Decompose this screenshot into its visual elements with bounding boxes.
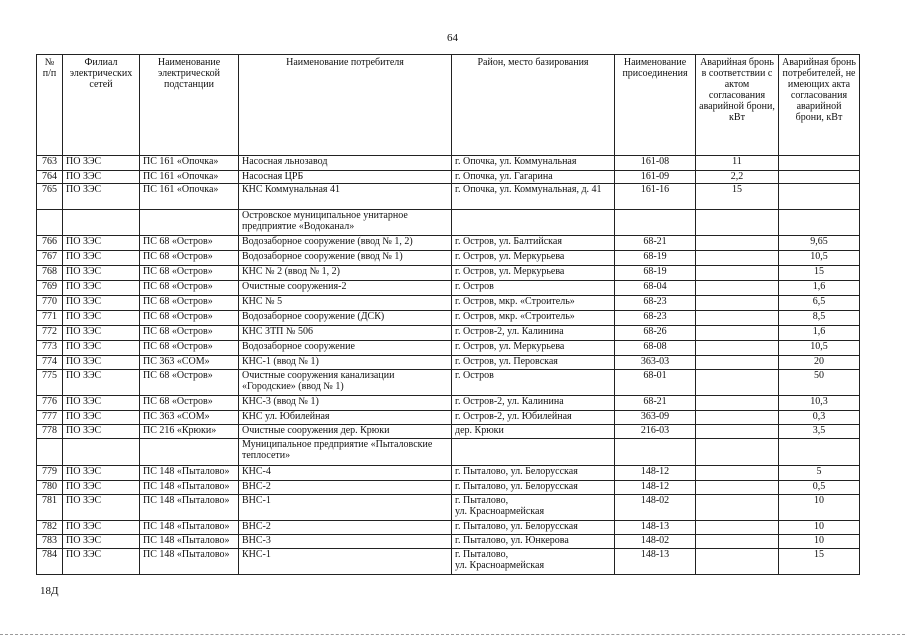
cell-reserve-with-act: 11 bbox=[696, 156, 779, 171]
section-heading-row bbox=[37, 439, 860, 466]
cell-reserve-without-act: 10 bbox=[779, 535, 860, 549]
cell-substation: ПС 68 «Остров» bbox=[140, 236, 239, 251]
table-row bbox=[37, 535, 860, 549]
cell-reserve-with-act bbox=[696, 425, 779, 439]
emergency-reserve-table bbox=[36, 54, 860, 575]
cell-reserve-with-act bbox=[696, 521, 779, 535]
table-row bbox=[37, 466, 860, 481]
table-row bbox=[37, 341, 860, 356]
cell-connection: 68-21 bbox=[615, 396, 696, 411]
cell-reserve-without-act: 10,3 bbox=[779, 396, 860, 411]
cell-reserve-with-act: 2,2 bbox=[696, 171, 779, 184]
cell-connection: 68-08 bbox=[615, 341, 696, 356]
header-substation: Наименование электрической подстанции bbox=[140, 55, 239, 156]
cell-row-number: 767 bbox=[37, 251, 63, 266]
cell-location: г. Остров, ул. Меркурьева bbox=[452, 251, 615, 266]
cell-consumer: Водозаборное сооружение (ввод № 1, 2) bbox=[239, 236, 452, 251]
table-row bbox=[37, 236, 860, 251]
cell-substation: ПС 148 «Пыталово» bbox=[140, 521, 239, 535]
page-number: 64 bbox=[447, 32, 458, 44]
cell-reserve-with-act bbox=[696, 370, 779, 396]
header-number: № п/п bbox=[37, 55, 63, 156]
cell-branch: ПО ЗЭС bbox=[63, 396, 140, 411]
cell-connection: 161-16 bbox=[615, 184, 696, 210]
cell-branch: ПО ЗЭС bbox=[63, 156, 140, 171]
cell-location: г. Пыталово, ул. Красноармейская bbox=[452, 495, 615, 521]
cell-reserve-without-act: 1,6 bbox=[779, 281, 860, 296]
table-body bbox=[37, 156, 860, 575]
cell-branch: ПО ЗЭС bbox=[63, 495, 140, 521]
cell-location: г. Пыталово, ул. Белорусская bbox=[452, 521, 615, 535]
table-row bbox=[37, 396, 860, 411]
cell-row-number: 783 bbox=[37, 535, 63, 549]
cell-reserve-without-act: 50 bbox=[779, 370, 860, 396]
empty-cell bbox=[140, 439, 239, 466]
cell-reserve-without-act bbox=[779, 184, 860, 210]
cell-row-number: 770 bbox=[37, 296, 63, 311]
cell-reserve-with-act bbox=[696, 396, 779, 411]
table-row bbox=[37, 171, 860, 184]
cell-branch: ПО ЗЭС bbox=[63, 341, 140, 356]
cell-substation: ПС 148 «Пыталово» bbox=[140, 466, 239, 481]
cell-consumer: КНС-3 (ввод № 1) bbox=[239, 396, 452, 411]
cell-reserve-without-act bbox=[779, 156, 860, 171]
cell-location: г. Опочка, ул. Коммунальная bbox=[452, 156, 615, 171]
cell-substation: ПС 68 «Остров» bbox=[140, 370, 239, 396]
cell-location: г. Остров-2, ул. Юбилейная bbox=[452, 411, 615, 425]
cell-substation: ПС 68 «Остров» bbox=[140, 296, 239, 311]
cell-reserve-without-act: 3,5 bbox=[779, 425, 860, 439]
cell-consumer: КНС ЗТП № 506 bbox=[239, 326, 452, 341]
cell-reserve-without-act: 10 bbox=[779, 495, 860, 521]
cell-connection: 148-13 bbox=[615, 549, 696, 575]
empty-cell bbox=[37, 439, 63, 466]
empty-cell bbox=[37, 210, 63, 236]
cell-connection: 68-04 bbox=[615, 281, 696, 296]
cell-consumer: ВНС-2 bbox=[239, 521, 452, 535]
cell-branch: ПО ЗЭС bbox=[63, 356, 140, 370]
cell-row-number: 778 bbox=[37, 425, 63, 439]
cell-connection: 148-02 bbox=[615, 495, 696, 521]
cell-reserve-with-act: 15 bbox=[696, 184, 779, 210]
table-header-row bbox=[37, 55, 860, 156]
cell-branch: ПО ЗЭС bbox=[63, 370, 140, 396]
empty-cell bbox=[452, 439, 615, 466]
table-row bbox=[37, 356, 860, 370]
cell-substation: ПС 148 «Пыталово» bbox=[140, 481, 239, 495]
cell-branch: ПО ЗЭС bbox=[63, 266, 140, 281]
empty-cell bbox=[63, 439, 140, 466]
cell-substation: ПС 161 «Опочка» bbox=[140, 184, 239, 210]
cell-substation: ПС 216 «Крюки» bbox=[140, 425, 239, 439]
cell-reserve-without-act: 10,5 bbox=[779, 251, 860, 266]
cell-reserve-without-act: 1,6 bbox=[779, 326, 860, 341]
cell-consumer: КНС № 5 bbox=[239, 296, 452, 311]
cell-reserve-with-act bbox=[696, 251, 779, 266]
cell-location: г. Опочка, ул. Коммунальная, д. 41 bbox=[452, 184, 615, 210]
cell-branch: ПО ЗЭС bbox=[63, 171, 140, 184]
cell-consumer: КНС-1 (ввод № 1) bbox=[239, 356, 452, 370]
header-reserve-with-act: Аварийная бронь в соответствии с актом согласования аварийной брони, кВт bbox=[696, 55, 779, 156]
cell-branch: ПО ЗЭС bbox=[63, 296, 140, 311]
cell-location: г. Остров, ул. Перовская bbox=[452, 356, 615, 370]
scan-edge-line bbox=[0, 634, 905, 636]
table-row bbox=[37, 296, 860, 311]
cell-branch: ПО ЗЭС bbox=[63, 466, 140, 481]
cell-consumer: КНС-1 bbox=[239, 549, 452, 575]
cell-branch: ПО ЗЭС bbox=[63, 184, 140, 210]
cell-row-number: 766 bbox=[37, 236, 63, 251]
cell-consumer: Водозаборное сооружение (ввод № 1) bbox=[239, 251, 452, 266]
cell-location: г. Остров bbox=[452, 370, 615, 396]
table-row bbox=[37, 370, 860, 396]
cell-substation: ПС 148 «Пыталово» bbox=[140, 549, 239, 575]
cell-reserve-with-act bbox=[696, 266, 779, 281]
header-connection: Наименование присоединения bbox=[615, 55, 696, 156]
cell-consumer: Водозаборное сооружение (ДСК) bbox=[239, 311, 452, 326]
cell-location: г. Остров, мкр. «Строитель» bbox=[452, 296, 615, 311]
cell-substation: ПС 68 «Остров» bbox=[140, 341, 239, 356]
cell-reserve-with-act bbox=[696, 341, 779, 356]
cell-consumer: ВНС-2 bbox=[239, 481, 452, 495]
cell-reserve-without-act: 15 bbox=[779, 549, 860, 575]
cell-row-number: 773 bbox=[37, 341, 63, 356]
cell-reserve-with-act bbox=[696, 236, 779, 251]
table-row bbox=[37, 495, 860, 521]
cell-connection: 68-23 bbox=[615, 296, 696, 311]
cell-row-number: 779 bbox=[37, 466, 63, 481]
empty-cell bbox=[696, 210, 779, 236]
cell-consumer: КНС № 2 (ввод № 1, 2) bbox=[239, 266, 452, 281]
cell-connection: 148-12 bbox=[615, 466, 696, 481]
cell-location: г. Пыталово, ул. Юнкерова bbox=[452, 535, 615, 549]
cell-substation: ПС 68 «Остров» bbox=[140, 311, 239, 326]
cell-reserve-with-act bbox=[696, 296, 779, 311]
cell-connection: 161-09 bbox=[615, 171, 696, 184]
cell-branch: ПО ЗЭС bbox=[63, 326, 140, 341]
cell-location: г. Остров, мкр. «Строитель» bbox=[452, 311, 615, 326]
cell-consumer: Насосная ЦРБ bbox=[239, 171, 452, 184]
cell-substation: ПС 148 «Пыталово» bbox=[140, 495, 239, 521]
table-row bbox=[37, 481, 860, 495]
cell-location: дер. Крюки bbox=[452, 425, 615, 439]
cell-substation: ПС 68 «Остров» bbox=[140, 396, 239, 411]
cell-row-number: 765 bbox=[37, 184, 63, 210]
cell-reserve-with-act bbox=[696, 535, 779, 549]
cell-connection: 148-12 bbox=[615, 481, 696, 495]
table-row bbox=[37, 266, 860, 281]
cell-reserve-with-act bbox=[696, 281, 779, 296]
cell-consumer: КНС ул. Юбилейная bbox=[239, 411, 452, 425]
empty-cell bbox=[696, 439, 779, 466]
cell-substation: ПС 161 «Опочка» bbox=[140, 156, 239, 171]
table-row bbox=[37, 311, 860, 326]
table-row bbox=[37, 549, 860, 575]
cell-consumer: Очистные сооружения канализации «Городские» (ввод № 1) bbox=[239, 370, 452, 396]
cell-connection: 68-26 bbox=[615, 326, 696, 341]
cell-reserve-without-act: 6,5 bbox=[779, 296, 860, 311]
cell-consumer: Очистные сооружения-2 bbox=[239, 281, 452, 296]
empty-cell bbox=[779, 439, 860, 466]
cell-reserve-without-act: 10 bbox=[779, 521, 860, 535]
cell-location: г. Остров, ул. Балтийская bbox=[452, 236, 615, 251]
table-row bbox=[37, 251, 860, 266]
empty-cell bbox=[452, 210, 615, 236]
cell-consumer: ВНС-1 bbox=[239, 495, 452, 521]
cell-branch: ПО ЗЭС bbox=[63, 521, 140, 535]
cell-consumer: ВНС-3 bbox=[239, 535, 452, 549]
cell-reserve-without-act: 10,5 bbox=[779, 341, 860, 356]
table-row bbox=[37, 184, 860, 210]
table-row bbox=[37, 281, 860, 296]
cell-reserve-without-act: 20 bbox=[779, 356, 860, 370]
cell-consumer: Водозаборное сооружение bbox=[239, 341, 452, 356]
cell-location: г. Остров-2, ул. Калинина bbox=[452, 326, 615, 341]
table-row bbox=[37, 156, 860, 171]
cell-location: г. Остров bbox=[452, 281, 615, 296]
cell-substation: ПС 363 «СОМ» bbox=[140, 411, 239, 425]
cell-substation: ПС 363 «СОМ» bbox=[140, 356, 239, 370]
cell-reserve-without-act: 0,5 bbox=[779, 481, 860, 495]
cell-connection: 363-03 bbox=[615, 356, 696, 370]
cell-row-number: 772 bbox=[37, 326, 63, 341]
empty-cell bbox=[615, 439, 696, 466]
cell-row-number: 784 bbox=[37, 549, 63, 575]
cell-reserve-with-act bbox=[696, 311, 779, 326]
cell-consumer: Очистные сооружения дер. Крюки bbox=[239, 425, 452, 439]
cell-reserve-without-act: 5 bbox=[779, 466, 860, 481]
cell-location: г. Остров, ул. Меркурьева bbox=[452, 341, 615, 356]
cell-consumer: Насосная льнозавод bbox=[239, 156, 452, 171]
cell-connection: 161-08 bbox=[615, 156, 696, 171]
header-consumer: Наименование потребителя bbox=[239, 55, 452, 156]
cell-connection: 363-09 bbox=[615, 411, 696, 425]
cell-row-number: 780 bbox=[37, 481, 63, 495]
cell-branch: ПО ЗЭС bbox=[63, 311, 140, 326]
cell-row-number: 771 bbox=[37, 311, 63, 326]
cell-reserve-without-act: 0,3 bbox=[779, 411, 860, 425]
cell-substation: ПС 68 «Остров» bbox=[140, 251, 239, 266]
cell-substation: ПС 68 «Остров» bbox=[140, 266, 239, 281]
cell-branch: ПО ЗЭС bbox=[63, 425, 140, 439]
document-code: 18Д bbox=[40, 585, 59, 597]
cell-branch: ПО ЗЭС bbox=[63, 481, 140, 495]
cell-reserve-with-act bbox=[696, 466, 779, 481]
cell-row-number: 775 bbox=[37, 370, 63, 396]
cell-row-number: 776 bbox=[37, 396, 63, 411]
cell-connection: 216-03 bbox=[615, 425, 696, 439]
cell-branch: ПО ЗЭС bbox=[63, 236, 140, 251]
cell-location: г. Пыталово, ул. Белорусская bbox=[452, 481, 615, 495]
cell-substation: ПС 68 «Остров» bbox=[140, 281, 239, 296]
cell-connection: 68-19 bbox=[615, 251, 696, 266]
cell-connection: 68-01 bbox=[615, 370, 696, 396]
cell-branch: ПО ЗЭС bbox=[63, 281, 140, 296]
section-heading-row bbox=[37, 210, 860, 236]
table-row bbox=[37, 521, 860, 535]
cell-row-number: 777 bbox=[37, 411, 63, 425]
cell-substation: ПС 68 «Остров» bbox=[140, 326, 239, 341]
empty-cell bbox=[63, 210, 140, 236]
cell-row-number: 774 bbox=[37, 356, 63, 370]
table-row bbox=[37, 411, 860, 425]
empty-cell bbox=[615, 210, 696, 236]
cell-row-number: 769 bbox=[37, 281, 63, 296]
header-branch: Филиал электрических сетей bbox=[63, 55, 140, 156]
cell-location: г. Пыталово, ул. Красноармейская bbox=[452, 549, 615, 575]
cell-reserve-with-act bbox=[696, 549, 779, 575]
cell-row-number: 782 bbox=[37, 521, 63, 535]
cell-connection: 148-13 bbox=[615, 521, 696, 535]
section-title: Островское муниципальное унитарное предприятие «Водоканал» bbox=[239, 210, 452, 236]
table-row bbox=[37, 425, 860, 439]
cell-substation: ПС 148 «Пыталово» bbox=[140, 535, 239, 549]
cell-connection: 68-19 bbox=[615, 266, 696, 281]
cell-branch: ПО ЗЭС bbox=[63, 549, 140, 575]
cell-location: г. Опочка, ул. Гагарина bbox=[452, 171, 615, 184]
cell-reserve-with-act bbox=[696, 411, 779, 425]
cell-row-number: 763 bbox=[37, 156, 63, 171]
cell-reserve-with-act bbox=[696, 356, 779, 370]
cell-branch: ПО ЗЭС bbox=[63, 411, 140, 425]
cell-reserve-without-act bbox=[779, 171, 860, 184]
cell-row-number: 764 bbox=[37, 171, 63, 184]
header-location: Район, место базирования bbox=[452, 55, 615, 156]
cell-reserve-without-act: 8,5 bbox=[779, 311, 860, 326]
cell-connection: 148-02 bbox=[615, 535, 696, 549]
section-title: Муниципальное предприятие «Пыталовские теплосети» bbox=[239, 439, 452, 466]
table-row bbox=[37, 326, 860, 341]
header-reserve-without-act: Аварийная бронь потребителей, не имеющих акта согласования аварийной брони, кВт bbox=[779, 55, 860, 156]
cell-location: г. Остров-2, ул. Калинина bbox=[452, 396, 615, 411]
cell-branch: ПО ЗЭС bbox=[63, 535, 140, 549]
cell-substation: ПС 161 «Опочка» bbox=[140, 171, 239, 184]
empty-cell bbox=[779, 210, 860, 236]
cell-location: г. Пыталово, ул. Белорусская bbox=[452, 466, 615, 481]
cell-consumer: КНС-4 bbox=[239, 466, 452, 481]
cell-reserve-without-act: 9,65 bbox=[779, 236, 860, 251]
cell-location: г. Остров, ул. Меркурьева bbox=[452, 266, 615, 281]
cell-reserve-with-act bbox=[696, 326, 779, 341]
cell-connection: 68-21 bbox=[615, 236, 696, 251]
empty-cell bbox=[140, 210, 239, 236]
cell-row-number: 781 bbox=[37, 495, 63, 521]
cell-reserve-with-act bbox=[696, 495, 779, 521]
cell-reserve-with-act bbox=[696, 481, 779, 495]
cell-branch: ПО ЗЭС bbox=[63, 251, 140, 266]
cell-reserve-without-act: 15 bbox=[779, 266, 860, 281]
cell-connection: 68-23 bbox=[615, 311, 696, 326]
cell-consumer: КНС Коммунальная 41 bbox=[239, 184, 452, 210]
cell-row-number: 768 bbox=[37, 266, 63, 281]
